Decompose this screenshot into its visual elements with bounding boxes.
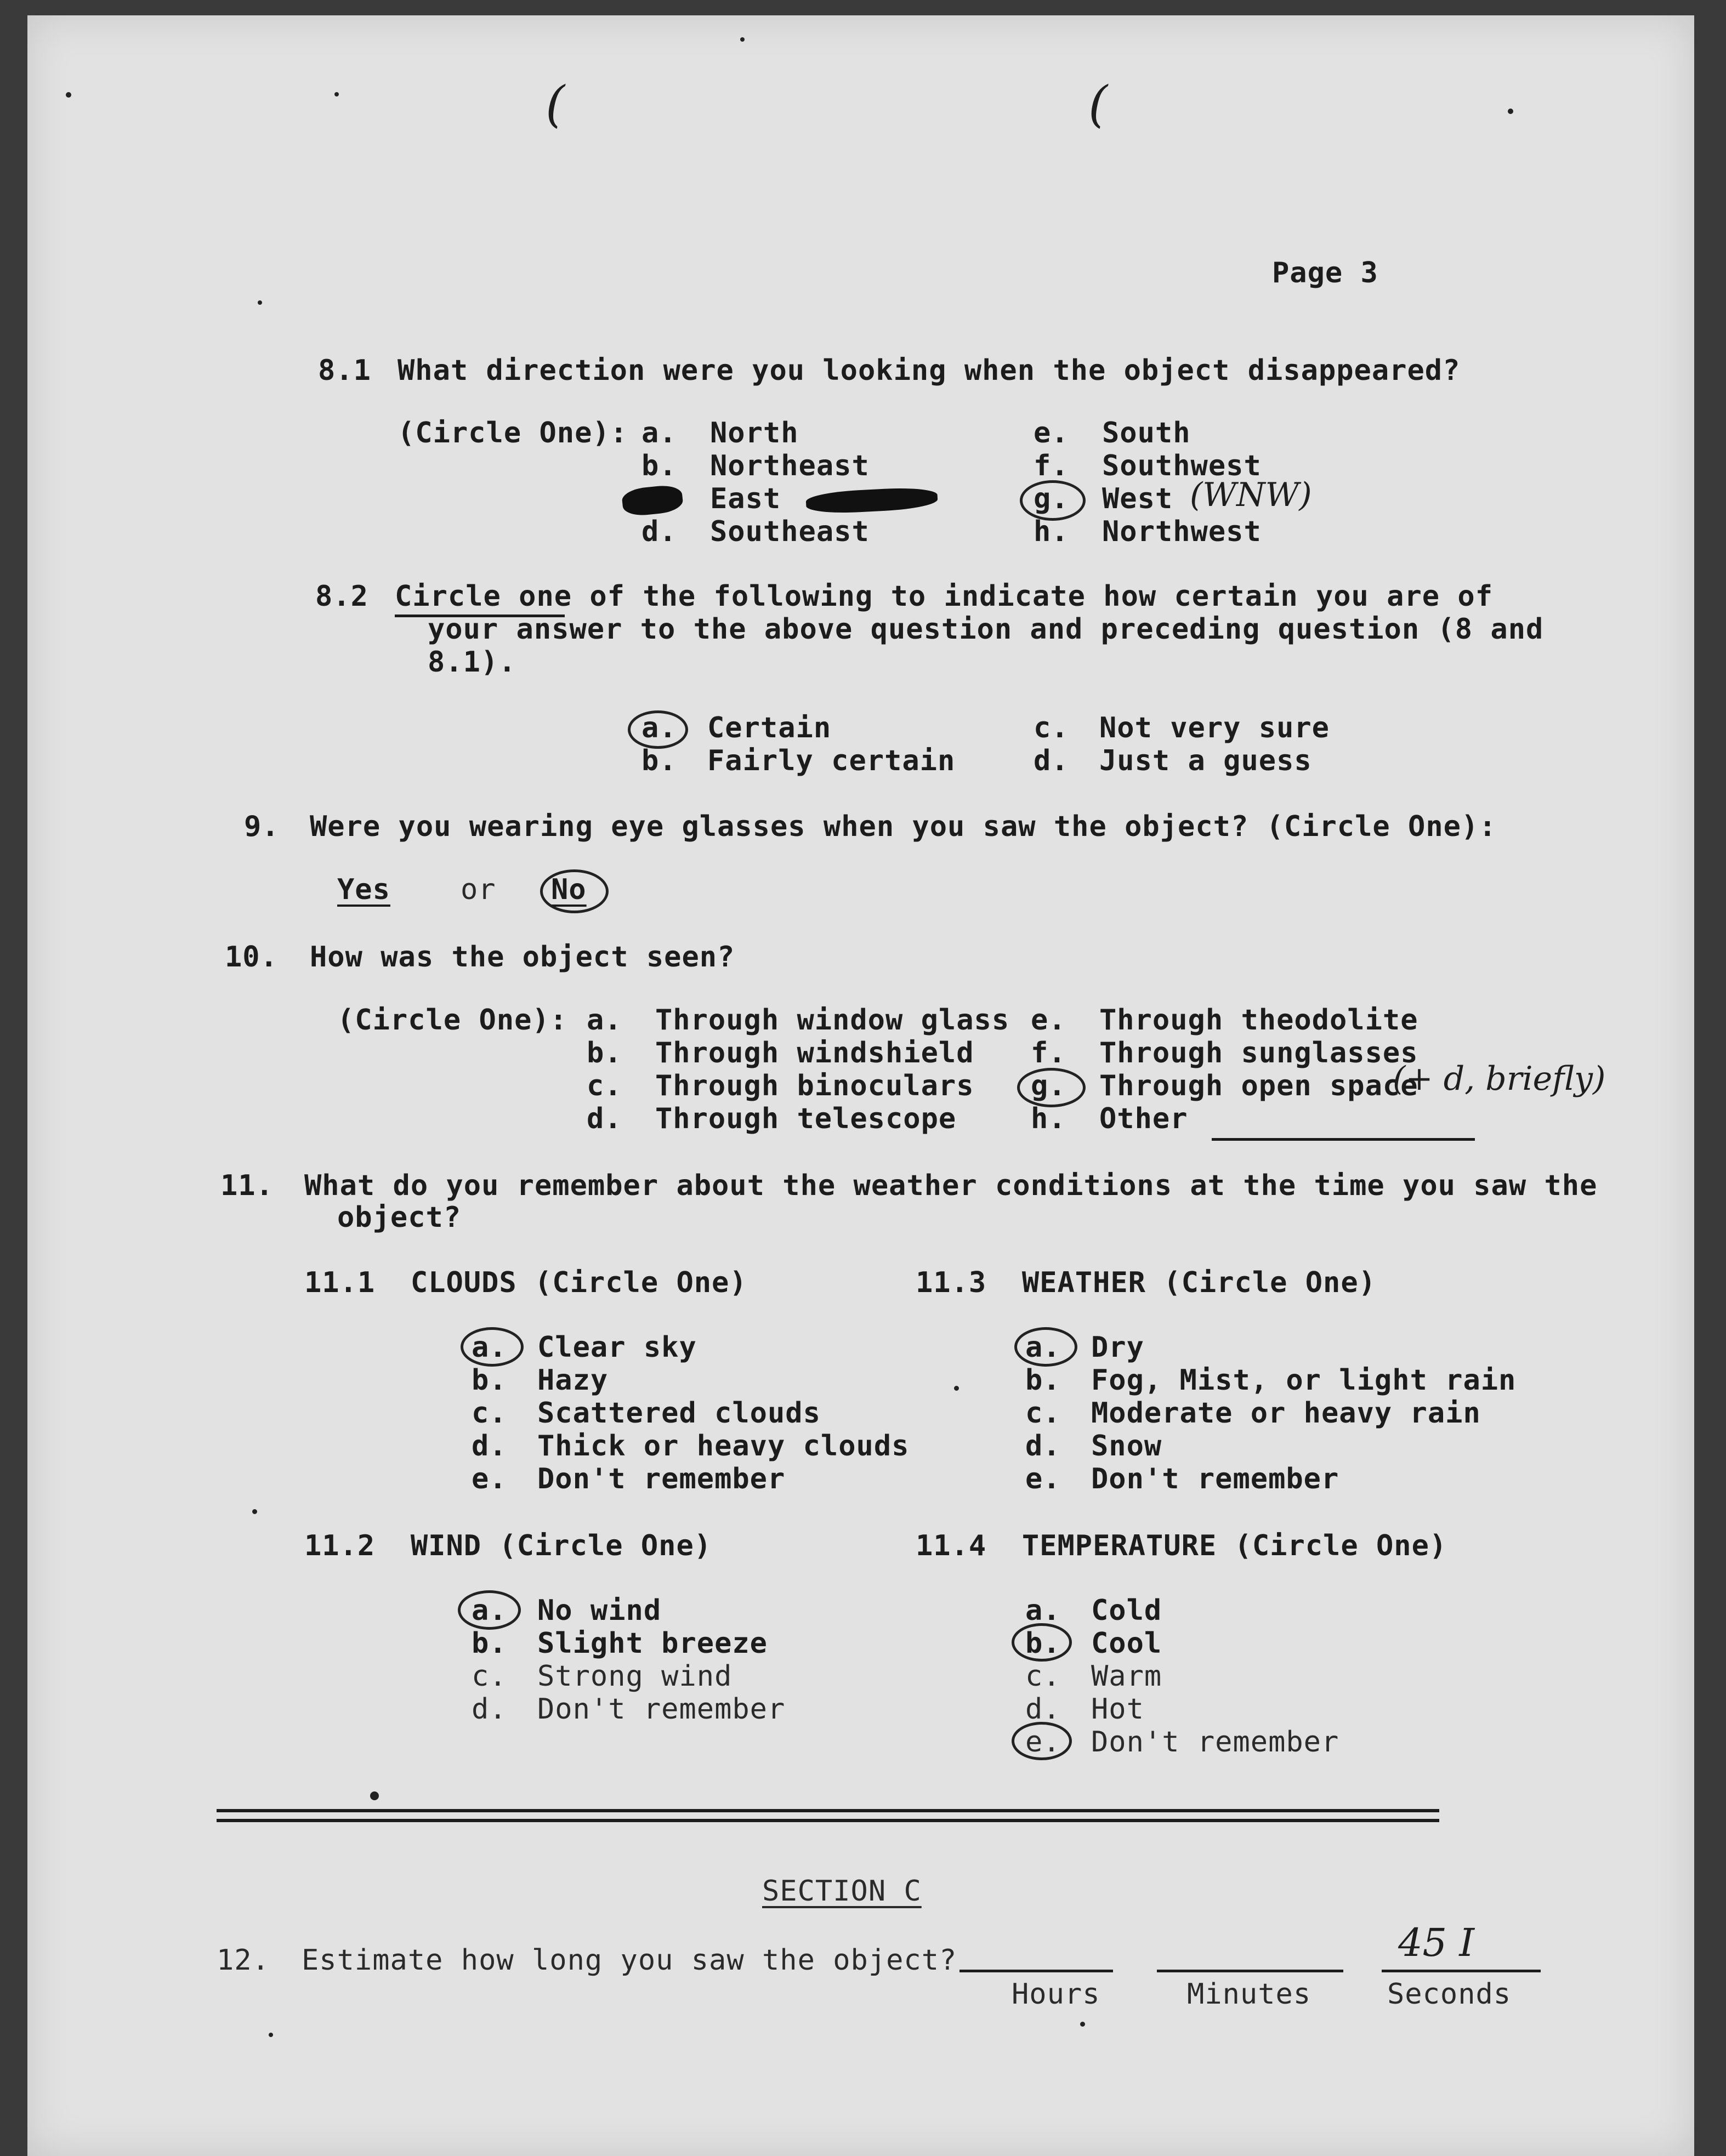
paper-speck — [258, 300, 262, 305]
scribble-out-mark — [805, 486, 938, 515]
weather-option-letter: a. — [1025, 1331, 1061, 1364]
q8-1-option-letter: h. — [1034, 515, 1069, 548]
q10-option-letter: h. — [1031, 1102, 1066, 1135]
wind-option-letter: c. — [472, 1660, 507, 1693]
clouds-option-letter: e. — [472, 1463, 507, 1495]
paper-speck — [66, 92, 71, 98]
q8-2-option-letter: d. — [1034, 744, 1069, 777]
answer-circle — [1020, 480, 1086, 521]
q8-1-option-letter: f. — [1034, 450, 1069, 482]
paper-speck — [269, 2033, 273, 2037]
clouds-option-text[interactable]: Clear sky — [537, 1331, 697, 1364]
paper-speck — [1508, 109, 1513, 114]
minutes-answer-line[interactable] — [1157, 1970, 1343, 1972]
hours-label: Hours — [1012, 1978, 1100, 2011]
clouds-option-text[interactable]: Thick or heavy clouds — [537, 1430, 910, 1463]
q8-2-question-line2: your answer to the above question and preceding question (8 and — [428, 613, 1544, 646]
q10-option-text[interactable]: Through window glass — [655, 1004, 1010, 1037]
q8-2-question-line3: 8.1). — [428, 646, 516, 679]
q10-option-letter: g. — [1031, 1070, 1066, 1102]
q9-question: Were you wearing eye glasses when you saw the object? (Circle One): — [310, 810, 1497, 843]
minutes-label: Minutes — [1187, 1978, 1311, 2011]
q8-1-question: What direction were you looking when the object disappeared? — [398, 354, 1461, 387]
q11-question-line1: What do you remember about the weather conditions at the time you saw the — [304, 1169, 1598, 1202]
q8-1-option-letter: b. — [641, 450, 677, 482]
wind-option-text[interactable]: Slight breeze — [537, 1627, 768, 1660]
q8-2-option-text[interactable]: Fairly certain — [707, 744, 956, 777]
temperature-option-text[interactable]: Cool — [1091, 1627, 1162, 1660]
answer-circle — [1012, 1623, 1072, 1662]
temperature-option-text[interactable]: Don't remember — [1091, 1726, 1339, 1759]
wind-option-text[interactable]: Strong wind — [537, 1660, 733, 1693]
q10-option-letter: d. — [587, 1102, 622, 1135]
paper-speck — [740, 37, 745, 42]
q10-option-text[interactable]: Through windshield — [655, 1037, 974, 1070]
answer-circle — [1017, 1068, 1086, 1107]
wind-option-letter: d. — [472, 1693, 507, 1726]
weather-option-letter: e. — [1025, 1463, 1061, 1495]
section-divider-top — [217, 1809, 1439, 1812]
q10-option-letter: c. — [587, 1070, 622, 1102]
q8-1-option-text[interactable]: South — [1102, 417, 1191, 450]
hours-answer-line[interactable] — [959, 1970, 1113, 1972]
seconds-label: Seconds — [1387, 1978, 1512, 2011]
temperature-heading: 11.4 TEMPERATURE (Circle One) — [916, 1529, 1447, 1562]
q8-1-option-text[interactable]: West — [1102, 482, 1173, 515]
answer-circle — [540, 869, 609, 913]
temperature-option-letter: e. — [1025, 1726, 1061, 1759]
q8-1-option-letter: e. — [1034, 417, 1069, 450]
handwritten-note: (WNW) — [1190, 476, 1312, 514]
seconds-answer-line[interactable] — [1382, 1970, 1541, 1972]
q11-number: 11. — [220, 1169, 274, 1202]
q9-no[interactable]: No — [551, 873, 587, 906]
weather-option-letter: d. — [1025, 1430, 1061, 1463]
paper-speck — [954, 1386, 959, 1391]
q9-yes[interactable]: Yes — [337, 873, 390, 906]
q10-option-text[interactable]: Through sunglasses — [1099, 1037, 1418, 1070]
paper-speck — [334, 92, 339, 96]
section-divider-bottom — [217, 1819, 1439, 1822]
q8-1-option-text[interactable]: Southwest — [1102, 450, 1262, 482]
q9-or: or — [461, 873, 496, 906]
clouds-heading: 11.1 CLOUDS (Circle One) — [304, 1266, 747, 1299]
mark-paren-right: ( — [1088, 76, 1108, 133]
answer-circle — [1012, 1722, 1072, 1760]
q8-1-option-letter: a. — [641, 417, 677, 450]
q8-2-option-text[interactable]: Certain — [707, 712, 832, 744]
section-c-heading: SECTION C — [762, 1875, 922, 1908]
q10-circle-one: (Circle One): — [337, 1004, 567, 1037]
q8-1-number: 8.1 — [318, 354, 371, 387]
mark-paren-left: ( — [546, 76, 565, 133]
clouds-option-text[interactable]: Don't remember — [537, 1463, 786, 1495]
q8-2-question-line1: Circle one of the following to indicate how certain you are of — [395, 580, 1494, 613]
clouds-option-text[interactable]: Scattered clouds — [537, 1397, 821, 1430]
answer-circle — [461, 1327, 524, 1367]
weather-heading: 11.3 WEATHER (Circle One) — [916, 1266, 1376, 1299]
q10-option-letter: b. — [587, 1037, 622, 1070]
other-answer-line[interactable] — [1212, 1138, 1475, 1141]
weather-option-letter: c. — [1025, 1397, 1061, 1430]
weather-option-text[interactable]: Dry — [1091, 1331, 1144, 1364]
q8-1-option-letter: g. — [1034, 482, 1069, 515]
wind-option-text[interactable]: Don't remember — [537, 1693, 786, 1726]
form-page — [27, 15, 1694, 2156]
q10-option-text[interactable]: Through binoculars — [655, 1070, 974, 1102]
wind-heading: 11.2 WIND (Circle One) — [304, 1529, 712, 1562]
q10-option-text[interactable]: Other — [1099, 1102, 1188, 1135]
answer-circle — [1014, 1327, 1077, 1367]
paper-speck — [1080, 2022, 1085, 2027]
temperature-option-letter: a. — [1025, 1594, 1061, 1627]
temperature-option-text[interactable]: Hot — [1091, 1693, 1144, 1726]
q8-2-option-text[interactable]: Just a guess — [1099, 744, 1312, 777]
wind-option-letter: b. — [472, 1627, 507, 1660]
q10-option-text[interactable]: Through theodolite — [1099, 1004, 1418, 1037]
q8-2-option-letter: b. — [641, 744, 677, 777]
clouds-option-letter: b. — [472, 1364, 507, 1397]
temperature-option-text[interactable]: Cold — [1091, 1594, 1162, 1627]
q11-question-line2: object? — [337, 1201, 462, 1234]
clouds-option-text[interactable]: Hazy — [537, 1364, 609, 1397]
q8-1-option-text[interactable]: Northwest — [1102, 515, 1262, 548]
clouds-option-letter: d. — [472, 1430, 507, 1463]
q8-1-option-letter: d. — [641, 515, 677, 548]
q8-1-circle-one: (Circle One): — [398, 417, 628, 450]
weather-option-text[interactable]: Fog, Mist, or light rain — [1091, 1364, 1517, 1397]
clouds-option-letter: a. — [472, 1331, 507, 1364]
clouds-option-letter: c. — [472, 1397, 507, 1430]
weather-option-text[interactable]: Snow — [1091, 1430, 1162, 1463]
page-label: Page 3 — [1272, 257, 1378, 289]
temperature-option-letter: b. — [1025, 1627, 1061, 1660]
q9-number: 9. — [244, 810, 280, 843]
q8-2-option-letter: c. — [1034, 712, 1069, 744]
q10-option-text[interactable]: Through open space — [1099, 1070, 1418, 1102]
temperature-option-text[interactable]: Warm — [1091, 1660, 1162, 1693]
temperature-option-letter: d. — [1025, 1693, 1061, 1726]
paper-speck — [370, 1791, 379, 1800]
temperature-option-letter: c. — [1025, 1660, 1061, 1693]
handwritten-note: (+ d, briefly) — [1393, 1060, 1606, 1098]
q10-question: How was the object seen? — [310, 941, 735, 974]
answer-circle — [458, 1590, 521, 1630]
q12-number: 12. — [217, 1944, 270, 1977]
q8-1-option-text[interactable]: East — [710, 482, 781, 515]
q10-option-text[interactable]: Through telescope — [655, 1102, 957, 1135]
weather-option-text[interactable]: Moderate or heavy rain — [1091, 1397, 1481, 1430]
q10-number: 10. — [225, 941, 278, 974]
q8-1-option-text[interactable]: North — [710, 417, 799, 450]
q8-2-option-letter: a. — [641, 712, 677, 744]
q8-1-option-text[interactable]: Northeast — [710, 450, 870, 482]
q8-1-option-text[interactable]: Southeast — [710, 515, 870, 548]
wind-option-text[interactable]: No wind — [537, 1594, 662, 1627]
q12-question: Estimate how long you saw the object? — [302, 1944, 957, 1977]
weather-option-letter: b. — [1025, 1364, 1061, 1397]
wind-option-letter: a. — [472, 1594, 507, 1627]
q10-option-letter: f. — [1031, 1037, 1066, 1070]
answer-circle — [628, 710, 688, 749]
q10-option-letter: e. — [1031, 1004, 1066, 1037]
weather-option-text[interactable]: Don't remember — [1091, 1463, 1339, 1495]
q10-option-letter: a. — [587, 1004, 622, 1037]
paper-speck — [252, 1509, 257, 1514]
q8-2-number: 8.2 — [315, 580, 368, 613]
q8-2-option-text[interactable]: Not very sure — [1099, 712, 1330, 744]
handwritten-seconds: 45 I — [1398, 1920, 1474, 1965]
